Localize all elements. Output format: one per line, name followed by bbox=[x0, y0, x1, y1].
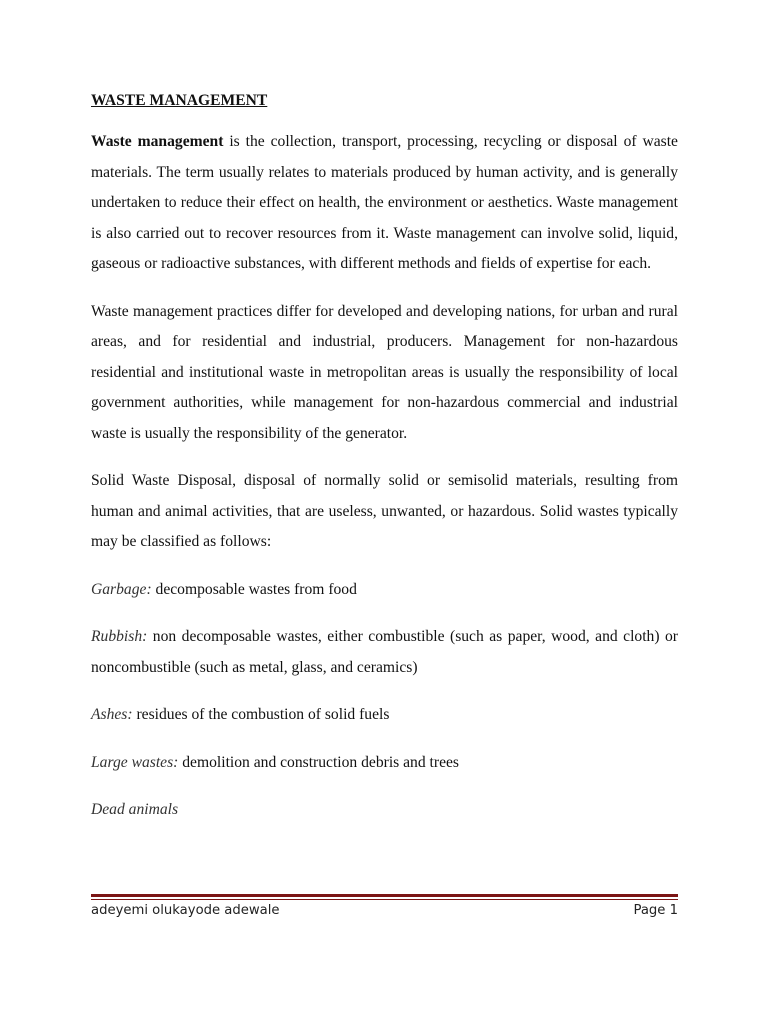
classification-description: residues of the combustion of solid fuels bbox=[132, 706, 390, 723]
classification-description: non decomposable wastes, either combustible (such as paper, wood, and cloth) or noncombustible (such as metal, glass, and ceramics) bbox=[91, 628, 678, 676]
paragraph-lead-term: Waste management bbox=[91, 133, 224, 150]
classification-term: Garbage: bbox=[91, 580, 152, 598]
footer-divider-thin bbox=[91, 899, 678, 900]
footer-author: adeyemi olukayode adewale bbox=[91, 903, 280, 918]
paragraph-text: is the collection, transport, processing, recycling or disposal of waste materials. The term usually relates to materials produced by human activity, and is generally undertaken to reduce their effect on health, the environment or aesthetics. Waste management is also carried out to recover resources from it. Waste management can involve solid, liquid, gaseous or radioactive substances, with different methods and fields of expertise for each. bbox=[91, 133, 678, 272]
classification-garbage bbox=[91, 575, 678, 606]
classification-term: Rubbish: bbox=[91, 628, 148, 645]
footer-divider-thick bbox=[91, 894, 678, 897]
classification-large-wastes bbox=[91, 748, 678, 779]
document-title: WASTE MANAGEMENT bbox=[91, 92, 268, 109]
classification-term: Large wastes: bbox=[91, 753, 179, 771]
classification-dead-animals bbox=[91, 795, 678, 826]
document-body bbox=[91, 90, 678, 826]
paragraph-solid-waste: Solid Waste Disposal, disposal of normally solid or semisolid materials, resulting from human and animal activities, that are useless, unwanted, or hazardous. Solid wastes typically may be classified as follows: bbox=[91, 472, 678, 550]
page-footer bbox=[91, 901, 678, 921]
classification-term: Dead animals bbox=[91, 801, 179, 818]
classification-description: decomposable wastes from food bbox=[151, 580, 357, 598]
classification-term: Ashes: bbox=[91, 706, 133, 723]
paragraph-definition bbox=[91, 127, 678, 280]
classification-ashes bbox=[91, 700, 678, 731]
paragraph-practices: Waste management practices differ for developed and developing nations, for urban and rural areas, and for residential and industrial, producers. Management for non-hazardous residential and institutional waste in metropolitan areas is usually the responsibility of local government authorities, while management for non-hazardous commercial and industrial waste is usually the responsibility of the generator. bbox=[91, 302, 678, 442]
classification-rubbish bbox=[91, 622, 678, 683]
classification-description: demolition and construction debris and trees bbox=[178, 753, 459, 771]
footer-page-number: Page 1 bbox=[633, 903, 678, 918]
